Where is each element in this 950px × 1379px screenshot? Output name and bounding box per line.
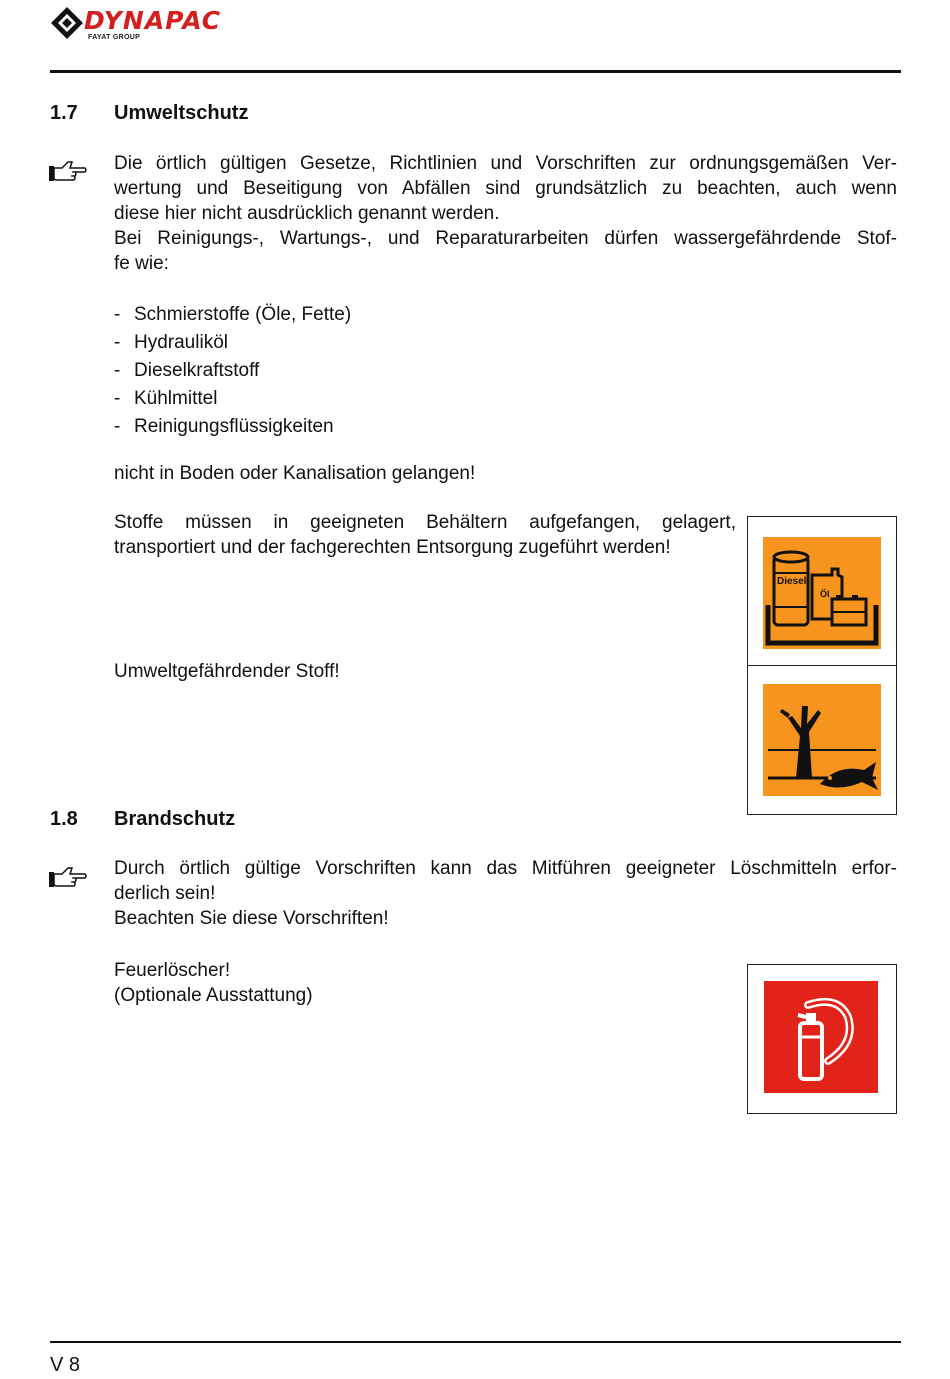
drum-label: Diesel xyxy=(777,576,807,587)
fire-line-2: derlich sein! xyxy=(114,883,216,904)
environment-sign-frame xyxy=(747,665,897,815)
section-number: 1.8 xyxy=(50,808,78,830)
waste-containment-icon xyxy=(748,517,896,665)
section-title: Brandschutz xyxy=(114,808,236,830)
dynapac-logo xyxy=(50,6,300,42)
list-item-text: Hydrauliköl xyxy=(134,332,228,353)
list-item xyxy=(114,357,351,385)
list-item-text: Reinigungsflüssigkeiten xyxy=(134,416,334,437)
substances-line-1: Bei Reinigungs-, Wartungs-, und Reparaturarbeiten dürfen wassergefährdende Stof- xyxy=(114,228,897,249)
section-title: Umweltschutz xyxy=(114,102,249,124)
logo-subtext: FAYAT GROUP xyxy=(88,34,141,41)
disposal-line-1: Die örtlich gültigen Gesetze, Richtlinien und Vorschriften zur ordnungsgemäßen Ver- xyxy=(114,153,897,174)
can-label: Öl xyxy=(820,589,830,599)
list-item-text: Schmierstoffe (Öle, Fette) xyxy=(134,304,352,325)
list-marker: - xyxy=(114,388,121,409)
hazard-label: Umweltgefährdender Stoff! xyxy=(114,661,340,682)
list-item-text: Kühlmittel xyxy=(134,388,218,409)
list-marker: - xyxy=(114,360,121,381)
containment-sign-frame xyxy=(747,516,897,666)
ground-warning-text: nicht in Boden oder Kanalisation gelangen! xyxy=(114,463,476,484)
fire-extinguisher-icon xyxy=(748,965,896,1113)
fire-line-3: Beachten Sie diese Vorschriften! xyxy=(114,908,389,929)
list-item xyxy=(114,329,351,357)
extinguisher-line-1: Feuerlöscher! xyxy=(114,960,231,981)
extinguisher-sign-frame xyxy=(747,964,897,1114)
list-marker: - xyxy=(114,304,121,325)
header-divider xyxy=(50,70,901,73)
list-item xyxy=(114,385,351,413)
substances-line-2: fe wie: xyxy=(114,253,169,274)
extinguisher-label xyxy=(114,958,313,1008)
disposal-line-2: wertung und Beseitigung von Abfällen sind grundsätzlich zu beachten, auch wenn xyxy=(114,178,897,199)
disposal-line-3: diese hier nicht ausdrücklich genannt werden. xyxy=(114,203,500,224)
environmental-hazard-icon xyxy=(748,666,896,814)
list-item xyxy=(114,301,351,329)
section-number: 1.7 xyxy=(50,102,78,124)
containment-paragraph xyxy=(114,510,736,560)
list-item-text: Dieselkraftstoff xyxy=(134,360,260,381)
list-marker: - xyxy=(114,416,121,437)
list-item xyxy=(114,413,351,441)
logo-wordmark: DYNAPAC xyxy=(84,6,222,35)
footer-divider xyxy=(50,1341,901,1343)
list-marker: - xyxy=(114,332,121,353)
containment-line-1: Stoffe müssen in geeigneten Behältern aufgefangen, gelagert, xyxy=(114,512,736,533)
containment-line-2: transportiert und der fachgerechten Entsorgung zugeführt werden! xyxy=(114,537,671,558)
fire-line-1: Durch örtlich gültige Vorschriften kann das Mitführen geeigneter Löschmitteln erfor- xyxy=(114,858,897,879)
fire-regulations-paragraph xyxy=(114,856,897,931)
pointing-hand-icon xyxy=(48,158,88,184)
extinguisher-line-2: (Optionale Ausstattung) xyxy=(114,985,313,1006)
disposal-paragraph xyxy=(114,151,897,276)
page-number: V 8 xyxy=(50,1354,81,1376)
dynapac-diamond-icon xyxy=(50,6,84,40)
substances-list xyxy=(114,301,351,441)
pointing-hand-icon xyxy=(48,864,88,890)
